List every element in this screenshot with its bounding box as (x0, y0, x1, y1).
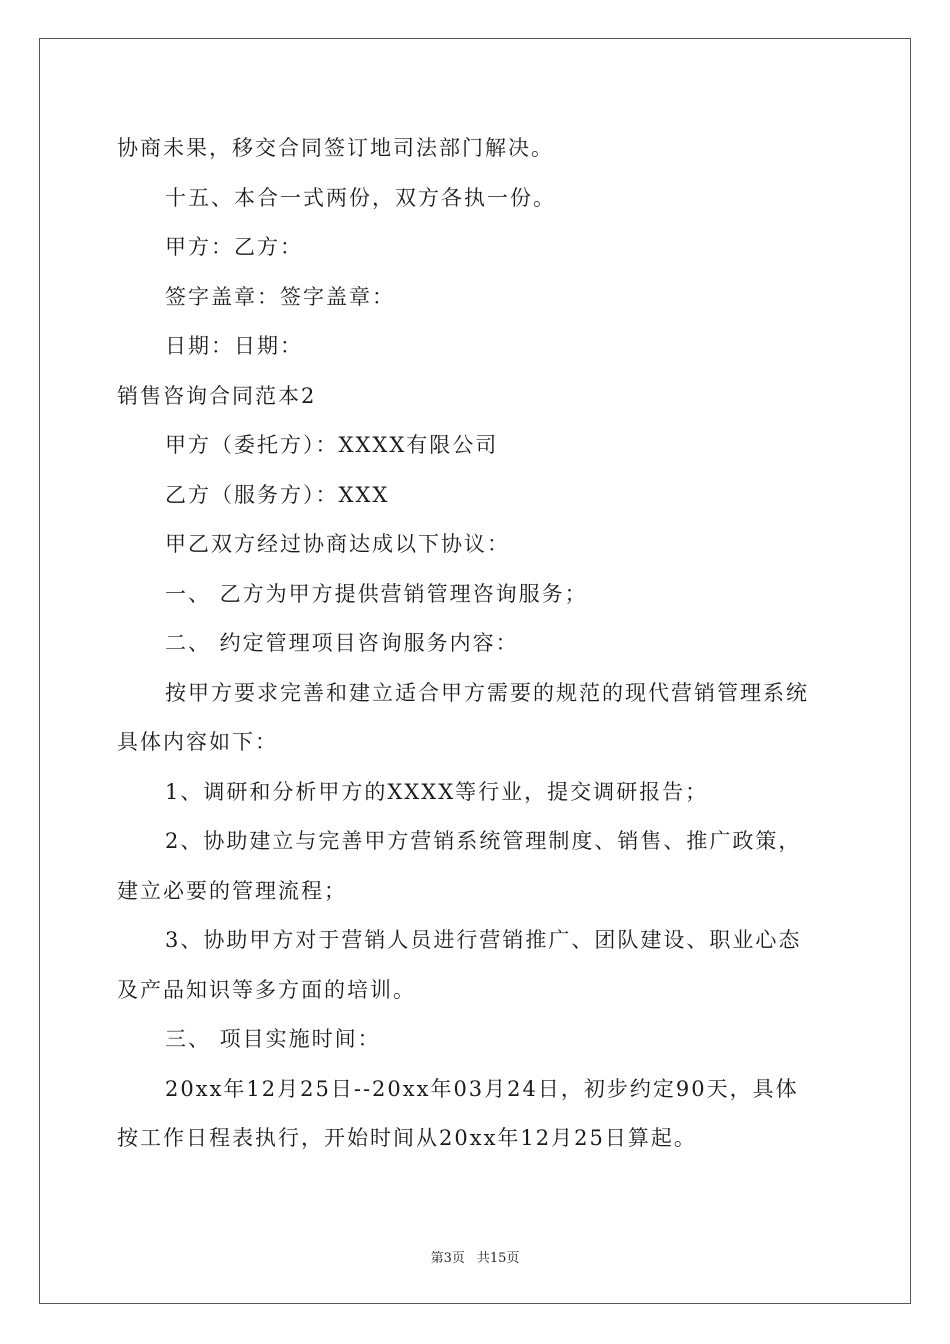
text-line: 甲方（委托方）：XXXX有限公司 (165, 433, 499, 457)
text-line: 按甲方要求完善和建立适合甲方需要的规范的现代营销管理系统 (165, 680, 809, 705)
text-line: 签字盖章：签字盖章： (165, 284, 395, 309)
text-line: 十五、本合一式两份，双方各执一份。 (165, 185, 556, 210)
document-body (117, 124, 837, 1164)
page-number: 第3页 (430, 1251, 465, 1266)
text-line: 20xx年12月25日--20xx年03月24日，初步约定90天，具体 (165, 1076, 799, 1101)
text-line: 销售咨询合同范本2 (117, 383, 317, 408)
text-line: 1、调研和分析甲方的XXXX等行业，提交调研报告； (165, 779, 709, 804)
page-footer (0, 1247, 950, 1266)
text-line: 甲方：乙方： (165, 235, 303, 259)
text-line: 日期：日期： (165, 334, 303, 358)
text-line: 具体内容如下： (117, 730, 278, 754)
text-line: 3、协助甲方对于营销人员进行营销推广、团队建设、职业心态 (165, 928, 802, 952)
text-line: 建立必要的管理流程； (117, 878, 347, 903)
total-pages: 共15页 (476, 1251, 520, 1266)
text-line: 乙方（服务方）：XXX (165, 482, 390, 507)
text-line: 按工作日程表执行，开始时间从20xx年12月25日算起。 (117, 1126, 697, 1150)
text-line: 二、 约定管理项目咨询服务内容： (165, 631, 519, 655)
text-line: 2、协助建立与完善甲方营销系统管理制度、销售、推广政策， (165, 829, 802, 853)
text-line: 一、 乙方为甲方提供营销管理咨询服务； (165, 581, 588, 606)
text-line: 协商未果，移交合同签订地司法部门解决。 (117, 136, 554, 160)
text-line: 三、 项目实施时间： (165, 1027, 381, 1051)
text-line: 甲乙双方经过协商达成以下协议： (165, 532, 510, 556)
text-line: 及产品知识等多方面的培训。 (117, 977, 416, 1002)
